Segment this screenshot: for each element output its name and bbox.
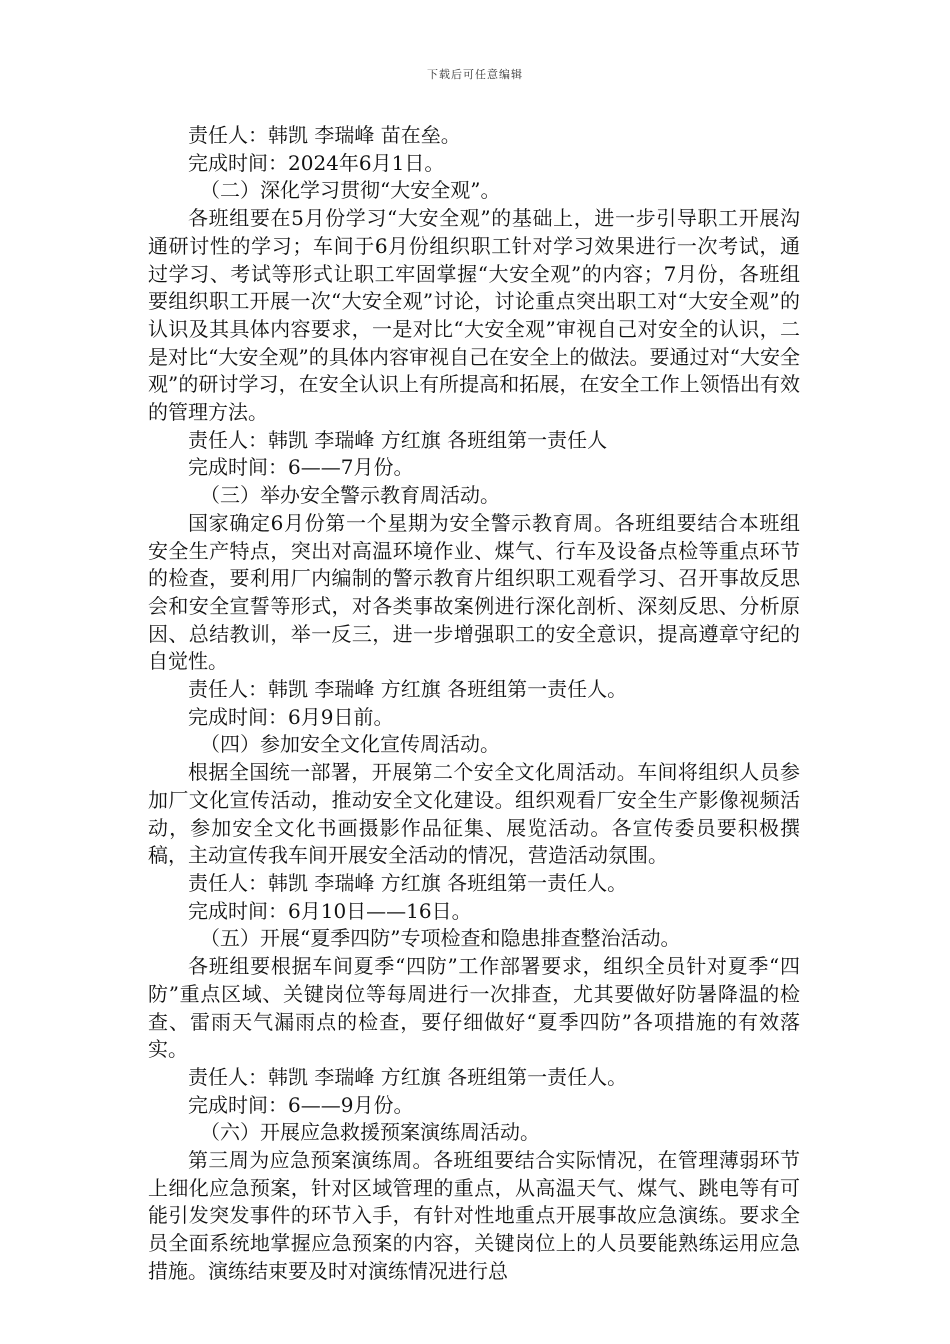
section-heading: （六）开展应急救援预案演练周活动。 [200,1120,540,1145]
body-paragraph: 各班组要在5月份学习“大安全观”的基础上，进一步引导职工开展沟通研讨性的学习；车间于6月份组织职工针对学习效果进行一次考试，通过学习、考试等形式让职工牢固掌握“大安全观”的内容；7月份，各班组要组织职工开展一次“大安全观”讨论，讨论重点突出职工对“大安全观”的认识及其具体内容要求，一是对比“大安全观”审视自己对安全的认识，二是对比“大安全观”的具体内容审视自己在安全上的做法。要通过对“大安全观”的研讨学习，在安全认识上有所提高和拓展，在安全工作上领悟出有效的管理方法。 [148,206,800,425]
section-heading: （四）参加安全文化宣传周活动。 [200,732,500,757]
completion-time-line: 完成时间：6——7月份。 [188,455,414,480]
document-body [148,122,800,1286]
completion-time-line: 完成时间：2024年6月1日。 [188,150,445,175]
responsible-person-line: 责任人：韩凯 李瑞峰 苗在垒。 [188,123,461,147]
responsible-person-line: 责任人：韩凯 李瑞峰 方红旗 各班组第一责任人。 [188,677,628,702]
completion-time-line: 完成时间：6月10日——16日。 [188,898,472,923]
body-paragraph: 各班组要根据车间夏季“四防”工作部署要求，组织全员针对夏季“四防”重点区域、关键岗位等每周进行一次排查，尤其要做好防暑降温的检查、雷雨天气漏雨点的检查，要仔细做好“夏季四防”各项措施的有效落实。 [148,954,800,1062]
completion-time-line: 完成时间：6——9月份。 [188,1092,414,1117]
page-header: 下载后可任意编辑 [427,68,523,81]
body-paragraph: 根据全国统一部署，开展第二个安全文化周活动。车间将组织人员参加厂文化宣传活动，推动安全文化建设。组织观看厂安全生产影像视频活动，参加安全文化书画摄影作品征集、展览活动。各宣传委员要积极撰稿，主动宣传我车间开展安全活动的情况，营造活动氛围。 [148,760,800,868]
section-heading: （三）举办安全警示教育周活动。 [200,483,500,508]
responsible-person-line: 责任人：韩凯 李瑞峰 方红旗 各班组第一责任人。 [188,870,628,895]
completion-time-line: 完成时间：6月9日前。 [188,704,394,729]
section-heading: （二）深化学习贯彻“大安全观”。 [200,178,501,203]
responsible-person-line: 责任人：韩凯 李瑞峰 方红旗 各班组第一责任人 [188,427,608,452]
body-paragraph: 国家确定6月份第一个星期为安全警示教育周。各班组要结合本班组安全生产特点，突出对高温环境作业、煤气、行车及设备点检等重点环节的检查，要利用厂内编制的警示教育片组织职工观看学习、召开事故反思会和安全宣誓等形式，对各类事故案例进行深化剖析、深刻反思、分析原因、总结教训，举一反三，进一步增强职工的安全意识，提高遵章守纪的自觉性。 [148,510,800,674]
body-paragraph: 第三周为应急预案演练周。各班组要结合实际情况，在管理薄弱环节上细化应急预案，针对区域管理的重点，从高温天气、煤气、跳电等有可能引发突发事件的环节入手，有针对性地重点开展事故应急演练。要求全员全面系统地掌握应急预案的内容，关键岗位上的人员要能熟练运用应急措施。演练结束要及时对演练情况进行总 [148,1148,800,1283]
section-heading: （五）开展“夏季四防”专项检查和隐患排查整治活动。 [200,926,681,951]
responsible-person-line: 责任人：韩凯 李瑞峰 方红旗 各班组第一责任人。 [188,1064,628,1089]
